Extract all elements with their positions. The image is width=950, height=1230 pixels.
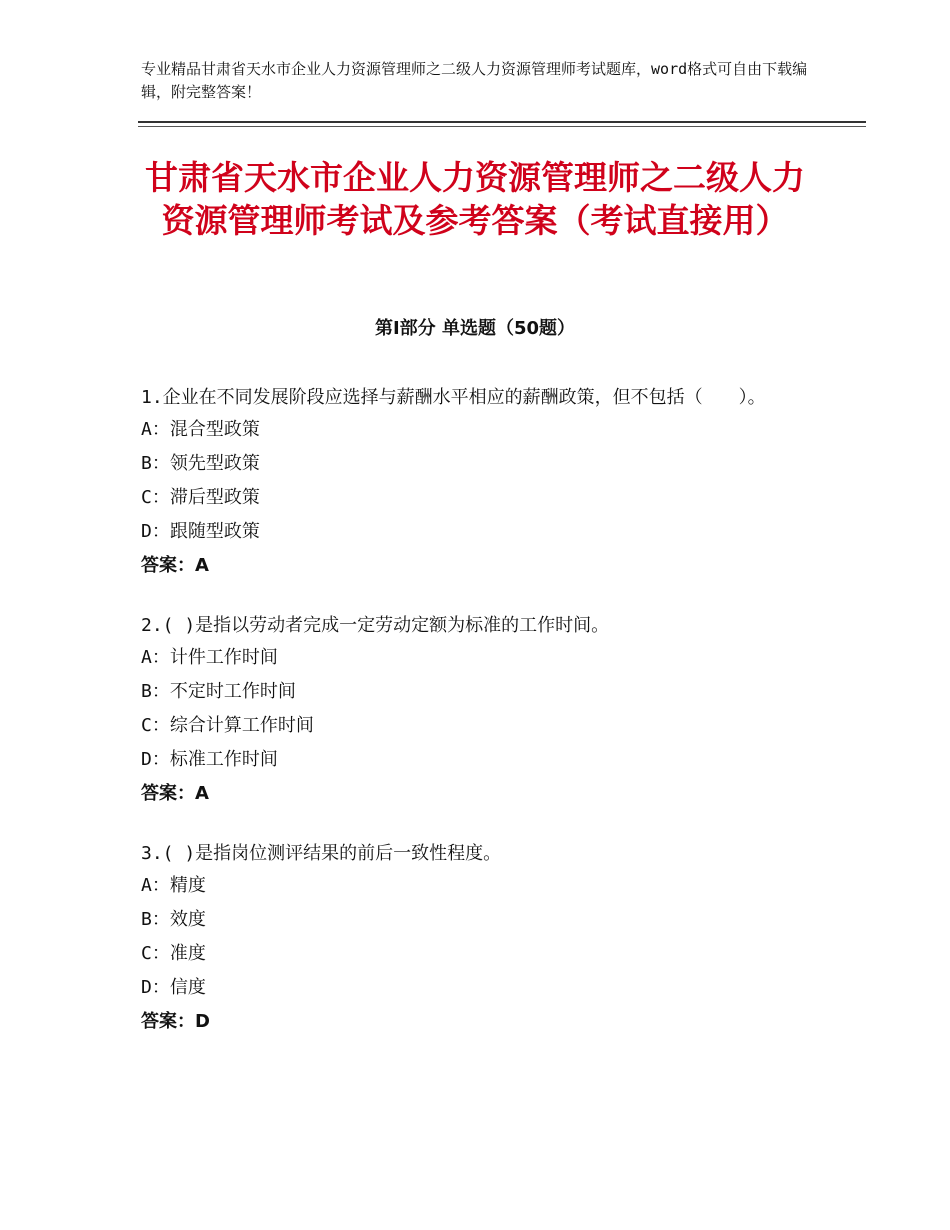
question-1 bbox=[141, 383, 811, 583]
question-list bbox=[141, 383, 811, 1067]
header-rule bbox=[138, 121, 866, 123]
option-c: C：滞后型政策 bbox=[141, 487, 260, 508]
header-rule-thin bbox=[138, 126, 866, 127]
question-answer: 答案：A bbox=[141, 783, 209, 804]
option-d: D：跟随型政策 bbox=[141, 521, 260, 542]
question-stem: 2.( )是指以劳动者完成一定劳动定额为标准的工作时间。 bbox=[141, 615, 610, 636]
option-a: A：混合型政策 bbox=[141, 419, 260, 440]
question-answer: 答案：A bbox=[141, 555, 209, 576]
option-a: A：精度 bbox=[141, 875, 206, 896]
option-d: D：信度 bbox=[141, 977, 206, 998]
option-d: D：标准工作时间 bbox=[141, 749, 278, 770]
question-answer: 答案：D bbox=[141, 1011, 210, 1032]
option-b: B：不定时工作时间 bbox=[141, 681, 296, 702]
option-c: C：综合计算工作时间 bbox=[141, 715, 314, 736]
question-stem: 3.( )是指岗位测评结果的前后一致性程度。 bbox=[141, 843, 502, 864]
option-a: A：计件工作时间 bbox=[141, 647, 278, 668]
option-b: B：效度 bbox=[141, 909, 206, 930]
document-title: 甘肃省天水市企业人力资源管理师之二级人力资源管理师考试及参考答案（考试直接用） bbox=[145, 158, 805, 240]
option-c: C：准度 bbox=[141, 943, 206, 964]
section-title: 第Ⅰ部分 单选题（50题） bbox=[374, 318, 575, 339]
question-3 bbox=[141, 839, 811, 1039]
option-b: B：领先型政策 bbox=[141, 453, 260, 474]
question-2 bbox=[141, 611, 811, 811]
header-note: 专业精品甘肃省天水市企业人力资源管理师之二级人力资源管理师考试题库，word格式可自由下载编辑，附完整答案！ bbox=[141, 60, 808, 101]
question-stem: 1.企业在不同发展阶段应选择与薪酬水平相应的薪酬政策，但不包括（ ）。 bbox=[141, 387, 766, 408]
